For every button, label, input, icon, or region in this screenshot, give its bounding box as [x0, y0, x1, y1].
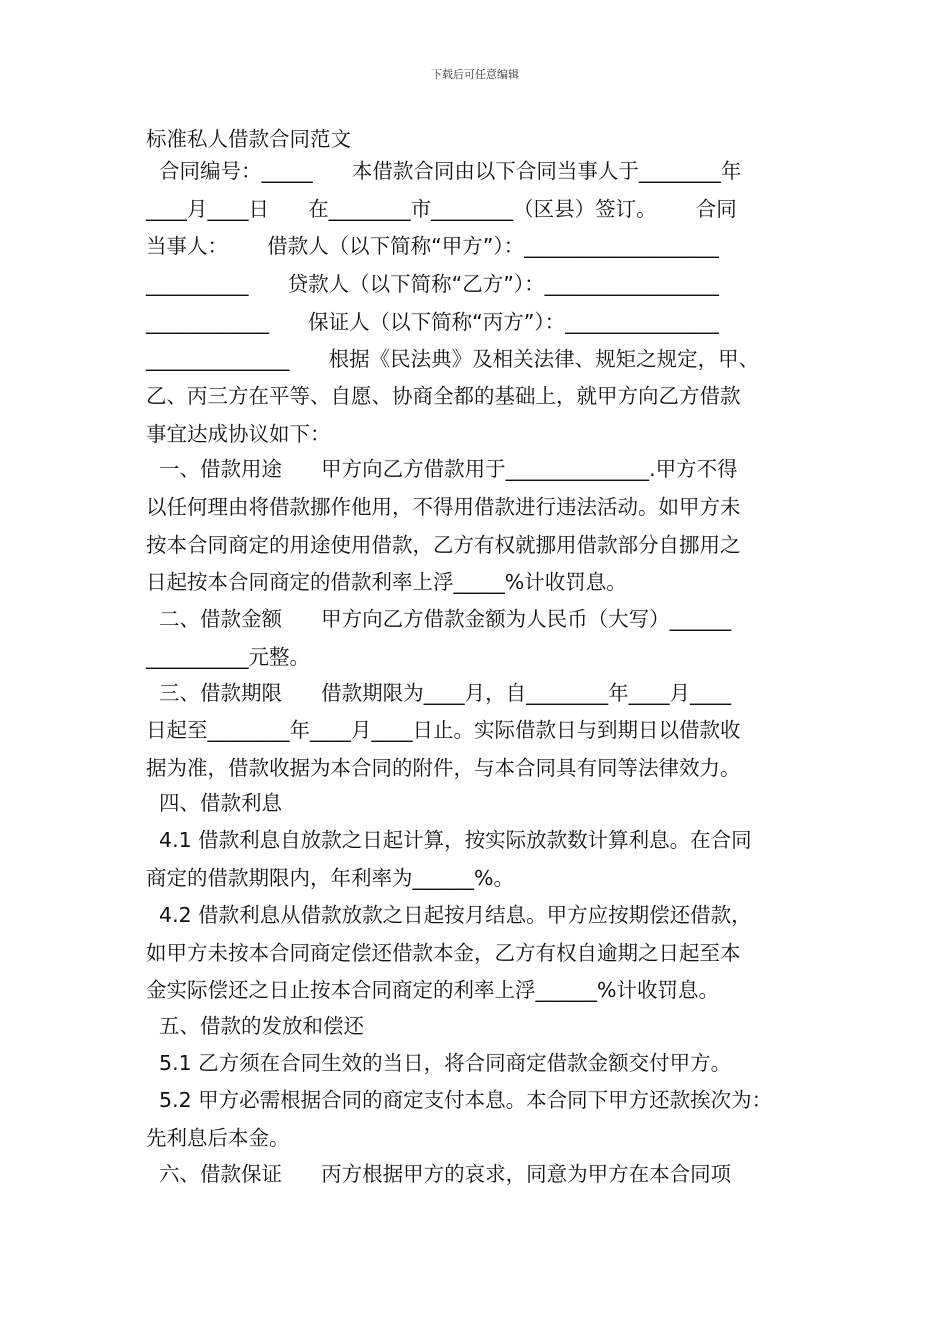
- text-line: 4.1 借款利息自放款之日起计算，按实际放款数计算利息。在合同: [146, 828, 752, 852]
- section-heading: 一、借款用途 甲方向乙方借款用于______________.甲方不得: [146, 457, 738, 481]
- section-heading: 三、借款期限 借款期限为____月，自________年____月____: [146, 681, 732, 705]
- text-line: 商定的借款期限内，年利率为______%。: [146, 866, 514, 890]
- section-heading: 五、借款的发放和偿还: [146, 1014, 365, 1038]
- section-heading: 六、借款保证 丙方根据甲方的哀求，同意为甲方在本合同项: [146, 1162, 732, 1186]
- document-title: 标准私人借款合同范文: [146, 127, 351, 151]
- text-line: 5.2 甲方必需根据合同的商定支付本息。本合同下甲方还款挨次为：: [146, 1088, 773, 1112]
- text-line: 据为准，借款收据为本合同的附件，与本合同具有同等法律效力。: [146, 756, 741, 780]
- section-heading: 四、借款利息: [146, 791, 283, 815]
- text-line: 如甲方未按本合同商定偿还借款本金，乙方有权自逾期之日起至本: [146, 941, 741, 965]
- text-line: 日起至________年____月____日止。实际借款日与到期日以借款收: [146, 718, 741, 742]
- page-header: 下载后可任意编辑: [431, 68, 519, 81]
- text-line: 4.2 借款利息从借款放款之日起按月结息。甲方应按期偿还借款，: [146, 903, 752, 927]
- text-line: 按本合同商定的用途使用借款，乙方有权就挪用借款部分自挪用之: [146, 533, 741, 557]
- text-line: 当事人： 借款人（以下简称“甲方”）：___________________: [146, 234, 719, 258]
- text-line: ____月____日 在________市________（区县）签订。 合同: [146, 197, 737, 221]
- text-line: 以任何理由将借款挪作他用，不得用借款进行违法活动。如甲方未: [146, 495, 741, 519]
- text-line: 乙、丙三方在平等、自愿、协商全都的基础上，就甲方向乙方借款: [146, 384, 741, 408]
- text-line: ____________ 保证人（以下简称“丙方”）：_______________: [146, 310, 719, 334]
- text-line: 先利息后本金。: [146, 1126, 290, 1150]
- text-line: 合同编号：_____ 本借款合同由以下合同当事人于________年: [146, 159, 742, 183]
- text-line: 事宜达成协议如下：: [146, 422, 331, 446]
- text-line: 金实际偿还之日止按本合同商定的利率上浮______%计收罚息。: [146, 978, 719, 1002]
- text-line: ______________ 根据《民法典》及相关法律、规矩之规定，甲、: [146, 347, 760, 371]
- section-heading: 二、借款金额 甲方向乙方借款金额为人民币（大写）______: [146, 607, 732, 631]
- text-line: 5.1 乙方须在合同生效的当日，将合同商定借款金额交付甲方。: [146, 1051, 732, 1075]
- text-line: 日起按本合同商定的借款利率上浮_____%计收罚息。: [146, 570, 627, 594]
- text-line: __________ 贷款人（以下简称“乙方”）：_________________: [146, 272, 719, 296]
- text-line: __________元整。: [146, 645, 310, 669]
